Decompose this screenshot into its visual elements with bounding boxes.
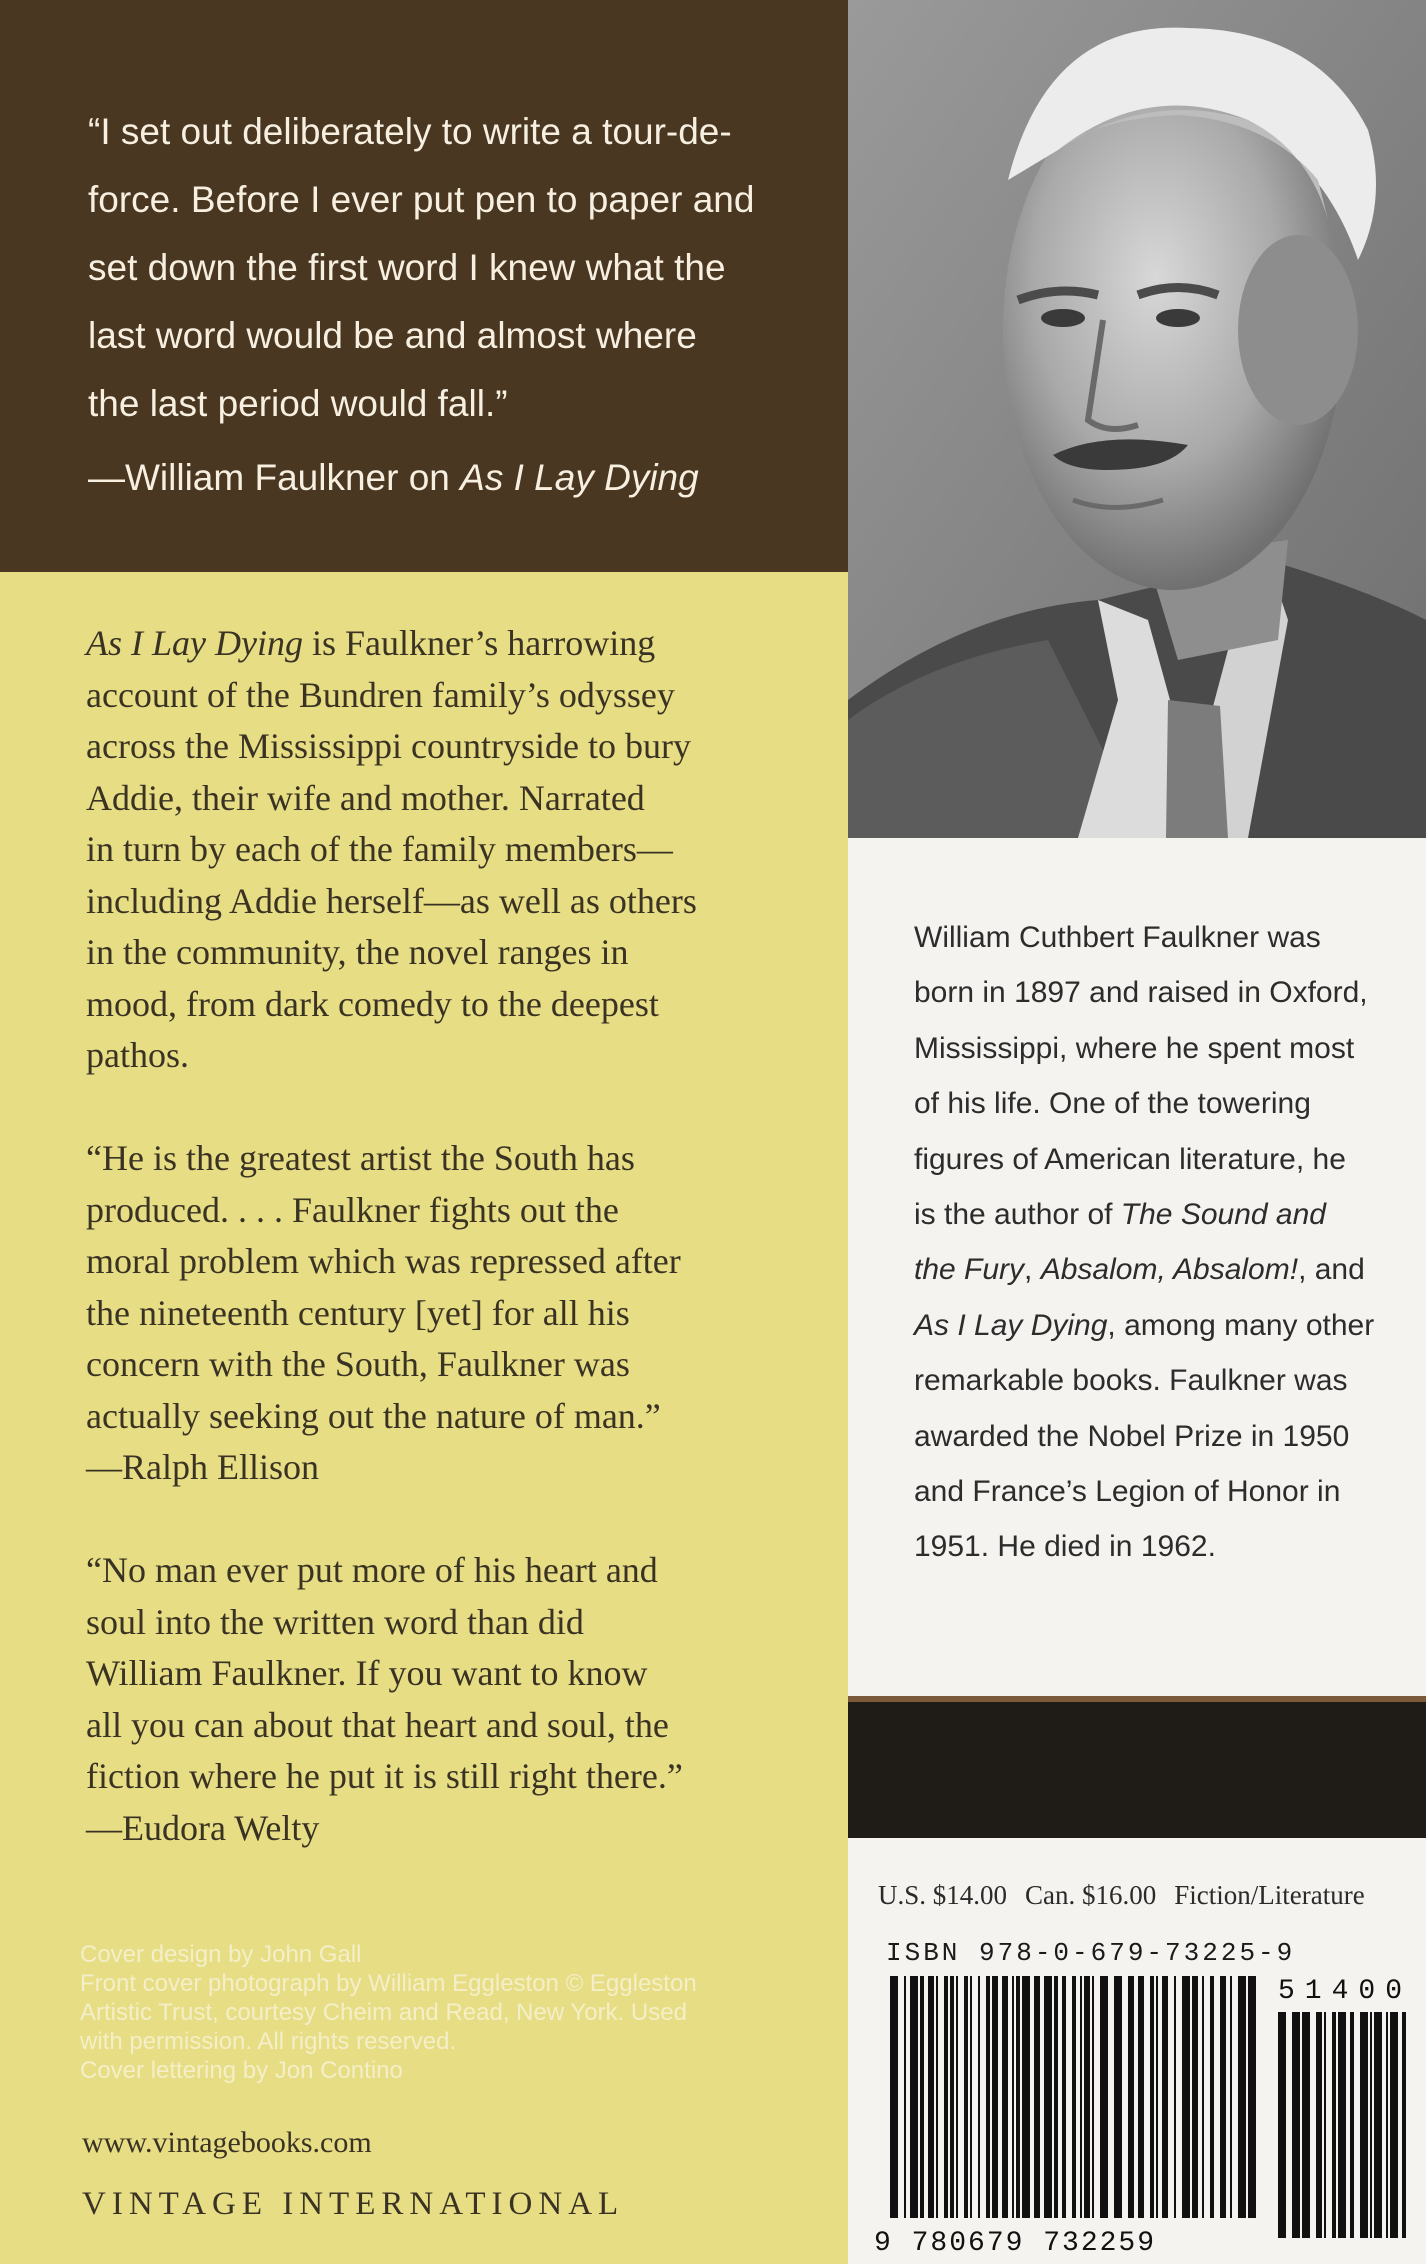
barcode-bar: [950, 1976, 954, 2218]
quote-line: last word would be and almost where: [88, 315, 697, 356]
canada-price: Can. $16.00: [1025, 1880, 1157, 1910]
barcode-bar: [1338, 2012, 1346, 2238]
barcode-bar: [1386, 2012, 1388, 2238]
description-line: Addie, their wife and mother. Narrated: [86, 777, 645, 818]
bio-line: awarded the Nobel Prize in 1950: [914, 1419, 1350, 1453]
barcode-bar: [1156, 1976, 1158, 2218]
review-ralph-ellison: [86, 1133, 806, 1494]
barcode-bar: [910, 1976, 918, 2218]
quote-attribution-title: As I Lay Dying: [460, 457, 699, 498]
review-eudora-welty: [86, 1545, 806, 1854]
us-price: U.S. $14.00: [878, 1880, 1008, 1910]
bio-line: the Fury, Absalom, Absalom!, and: [914, 1253, 1365, 1287]
barcode-bar: [1324, 2012, 1326, 2238]
review-line: the nineteenth century [yet] for all his: [86, 1292, 630, 1333]
description-line: across the Mississippi countryside to bury: [86, 726, 691, 766]
quote-attribution-prefix: —William Faulkner on: [88, 457, 461, 498]
description-line: As I Lay Dying is Faulkner’s harrowing: [86, 623, 656, 663]
bio-line: is the author of The Sound and: [914, 1198, 1326, 1232]
bio-line: of his life. One of the towering: [914, 1087, 1311, 1121]
barcode-bar: [904, 1976, 906, 2218]
barcode-bar: [964, 1976, 968, 2218]
price-line: [878, 1880, 1383, 1911]
quote-line: the last period would fall.”: [88, 383, 508, 424]
barcode-bar: [1054, 1976, 1058, 2218]
bio-line: 1951. He died in 1962.: [914, 1530, 1216, 1564]
barcode-bar: [970, 1976, 972, 2218]
isbn-barcode: [868, 1968, 1416, 2258]
barcode-bar: [1302, 2012, 1310, 2238]
barcode-bar: [920, 1976, 924, 2218]
barcode-bar: [1162, 1976, 1168, 2218]
review-line: William Faulkner. If you want to know: [86, 1653, 648, 1693]
review-line: concern with the South, Faulkner was: [86, 1344, 630, 1384]
author-biography: [914, 910, 1414, 1575]
barcode-bar: [1034, 1976, 1040, 2218]
quote-line: force. Before I ever put pen to paper and: [88, 179, 755, 220]
quote-line: set down the first word I knew what the: [88, 247, 726, 288]
barcode-bar: [1174, 1976, 1176, 2218]
barcode-bar: [1370, 2012, 1372, 2238]
barcode-bar: [1238, 1976, 1246, 2218]
barcode-bar: [890, 1976, 898, 2218]
quote-line: “I set out deliberately to write a tour-de-: [88, 111, 732, 152]
barcode-bar: [1360, 2012, 1368, 2238]
description-line: in the community, the novel ranges in: [86, 932, 629, 972]
main-barcode-digits: 9 780679 732259: [874, 2228, 1157, 2258]
barcode-bar: [978, 1976, 980, 2218]
barcode-bar: [1150, 1976, 1154, 2218]
barcode-bar: [1022, 1976, 1030, 2218]
review-attribution: —Eudora Welty: [86, 1807, 320, 1848]
barcode-bar: [1044, 1976, 1052, 2218]
description-line: mood, from dark comedy to the deepest: [86, 983, 659, 1024]
barcode-bar: [1332, 2012, 1336, 2238]
review-line: produced. . . . Faulkner fights out the: [86, 1189, 619, 1230]
book-category: Fiction/Literature: [1174, 1880, 1365, 1910]
barcode-bar: [944, 1976, 948, 2218]
barcode-bar: [992, 1976, 998, 2218]
addon-digits: 51400: [1278, 1976, 1413, 2007]
review-line: fiction where he put it is still right there.”: [86, 1756, 683, 1796]
barcode-bar: [1002, 1976, 1008, 2218]
barcode-bar: [1012, 1976, 1014, 2218]
author-quote: [88, 98, 808, 438]
description-line: including Addie herself—as well as others: [86, 880, 697, 921]
bio-line: figures of American literature, he: [914, 1142, 1346, 1176]
barcode-bar: [956, 1976, 958, 2218]
barcode-bar: [1210, 1976, 1214, 2218]
barcode-bar: [1138, 1976, 1144, 2218]
review-line: “He is the greatest artist the South has: [86, 1138, 635, 1178]
barcode-bar: [1128, 1976, 1134, 2218]
barcode-bar: [1084, 1976, 1090, 2218]
barcode-bar: [1248, 1976, 1256, 2218]
barcode-bar: [1316, 2012, 1322, 2238]
barcode-bar: [936, 1976, 938, 2218]
description-line: account of the Bundren family’s odyssey: [86, 674, 675, 715]
bio-line: Mississippi, where he spent most: [914, 1031, 1355, 1065]
barcode-bar: [1402, 2012, 1406, 2238]
barcode-bar: [1192, 1976, 1198, 2218]
author-portrait-photo: [848, 0, 1426, 838]
barcode-bar: [928, 1976, 934, 2218]
credit-line: Front cover photograph by William Eggleston © Eggleston: [80, 1970, 697, 1997]
barcode-bar: [1292, 2012, 1300, 2238]
quote-band: [0, 0, 848, 572]
book-description: [86, 618, 806, 1082]
credit-line: with permission. All rights reserved.: [80, 2028, 457, 2055]
bio-line: William Cuthbert Faulkner was: [914, 921, 1321, 954]
bio-line: born in 1897 and raised in Oxford,: [914, 976, 1368, 1010]
addon-barcode-bars: [1278, 2012, 1406, 2238]
quote-attribution: [88, 444, 828, 512]
description-line: in turn by each of the family members—: [86, 829, 673, 869]
cover-credits: [80, 1940, 780, 2085]
dark-divider-band: [848, 1696, 1426, 1838]
bio-line: remarkable books. Faulkner was: [914, 1364, 1348, 1398]
isbn-number: ISBN 978-0-679-73225-9: [886, 1938, 1296, 1968]
barcode-bar: [1220, 1976, 1226, 2218]
description-line: pathos.: [86, 1035, 189, 1075]
review-line: “No man ever put more of his heart and: [86, 1550, 658, 1590]
barcode-bar: [1100, 1976, 1108, 2218]
back-cover-right-column: [848, 0, 1426, 2264]
review-line: actually seeking out the nature of man.”: [86, 1395, 661, 1436]
review-line: moral problem which was repressed after: [86, 1241, 681, 1281]
barcode-bar: [1350, 2012, 1354, 2238]
review-attribution: —Ralph Ellison: [86, 1447, 319, 1487]
barcode-bar: [1202, 1976, 1204, 2218]
credit-line: Artistic Trust, courtesy Cheim and Read, New York. Used: [80, 1999, 687, 2026]
credit-line: Cover lettering by Jon Contino: [80, 2057, 403, 2084]
barcode-bar: [986, 1976, 990, 2218]
main-barcode-bars: [890, 1976, 1256, 2218]
barcode-bar: [1062, 1976, 1066, 2218]
bio-line: and France’s Legion of Honor in: [914, 1475, 1341, 1509]
bio-line: As I Lay Dying, among many other: [914, 1308, 1375, 1342]
barcode-bar: [1092, 1976, 1094, 2218]
barcode-bar: [1230, 1976, 1232, 2218]
barcode-bar: [1072, 1976, 1076, 2218]
barcode-bar: [1182, 1976, 1190, 2218]
barcode-bar: [1016, 1976, 1020, 2218]
barcode-bar: [1374, 2012, 1382, 2238]
review-line: all you can about that heart and soul, the: [86, 1704, 669, 1745]
publisher-imprint: VINTAGE INTERNATIONAL: [82, 2186, 625, 2222]
barcode-bar: [1278, 2012, 1286, 2238]
barcode-bar: [1390, 2012, 1398, 2238]
barcode-bar: [1080, 1976, 1082, 2218]
credit-line: Cover design by John Gall: [80, 1941, 362, 1968]
description-title: As I Lay Dying: [86, 623, 303, 663]
review-line: soul into the written word than did: [86, 1601, 584, 1642]
publisher-website: www.vintagebooks.com: [82, 2126, 372, 2159]
barcode-bar: [1114, 1976, 1122, 2218]
